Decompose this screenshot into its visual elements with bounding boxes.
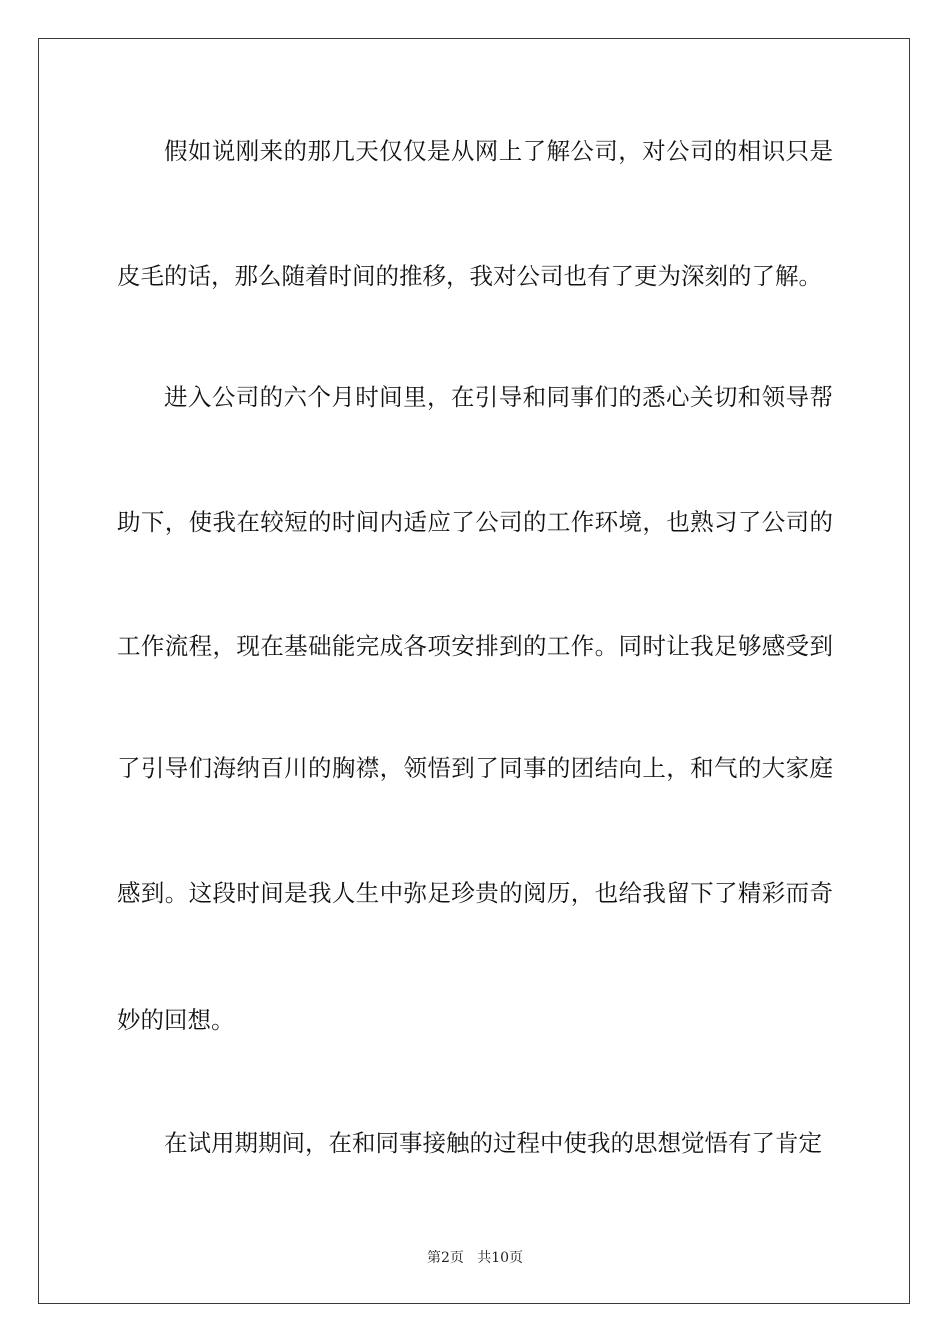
paragraph-2-line-4: 了引导们海纳百川的胸襟，领悟到了同事的团结向上，和气的大家庭: [117, 754, 833, 782]
paragraph-2-line-3: 工作流程，现在基础能完成各项安排到的工作。同时让我足够感受到: [117, 632, 833, 660]
paragraph-3-line-1: 在试用期期间，在和同事接触的过程中使我的思想觉悟有了肯定: [164, 1129, 822, 1157]
paragraph-2-line-1: 进入公司的六个月时间里，在引导和同事们的悉心关切和领导帮: [164, 383, 833, 411]
paragraph-2-line-2: 助下，使我在较短的时间内适应了公司的工作环境，也熟习了公司的: [117, 508, 833, 536]
paragraph-2-line-5: 感到。这段时间是我人生中弥足珍贵的阅历，也给我留下了精彩而奇: [117, 879, 833, 907]
page-number-footer: 第2页 共10页: [426, 1250, 524, 1266]
page-border: [38, 38, 910, 1304]
paragraph-2-line-6: 妙的回想。: [117, 1006, 235, 1034]
paragraph-1-line-1: 假如说刚来的那几天仅仅是从网上了解公司，对公司的相识只是: [164, 137, 833, 165]
paragraph-1-line-2: 皮毛的话，那么随着时间的推移，我对公司也有了更为深刻的了解。: [117, 262, 822, 290]
